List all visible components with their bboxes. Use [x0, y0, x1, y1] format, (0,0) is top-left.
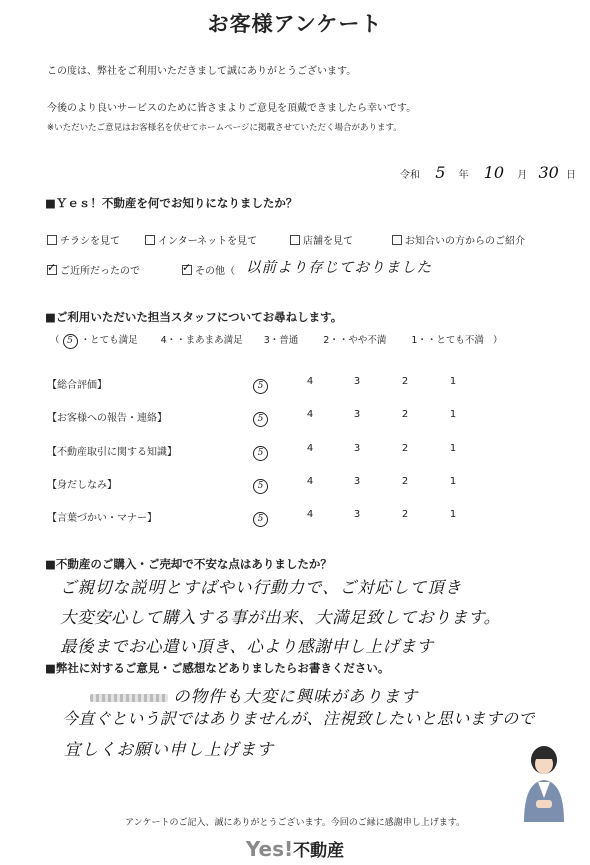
q3-answer-line-1: ご親切な説明とすばやい行動力で、ご対応して頂き [60, 578, 463, 597]
intro-line-2: 今後のより良いサービスのために皆さまよりご意見を頂戴できましたら幸いです。 [47, 103, 417, 114]
rating-manners-1[interactable]: 1 [449, 509, 457, 520]
date-day-unit: 日 [566, 170, 577, 181]
rating-overall-3[interactable]: 3 [353, 376, 361, 387]
date-month: 10 [483, 163, 505, 182]
rating-reporting-2[interactable]: 2 [401, 409, 409, 420]
checkbox[interactable] [290, 235, 300, 245]
q1-option-internet[interactable]: インターネットを見て [145, 232, 257, 247]
footer-thanks: アンケートのご記入、誠にありがとうございます。今回のご縁に感謝申し上げます。 [124, 818, 466, 828]
rating-knowledge-2[interactable]: 2 [401, 443, 409, 454]
intro-line-1: この度は、弊社をご利用いただきまして誠にありがとうございます。 [47, 66, 357, 77]
checkbox-checked[interactable] [182, 265, 192, 275]
rating-reporting-1[interactable]: 1 [449, 409, 457, 420]
q3-answer-line-3: 最後までお心遣い頂き、心より感謝申し上げます [60, 637, 434, 656]
rating-overall-1[interactable]: 1 [449, 376, 457, 387]
rating-appearance-2[interactable]: 2 [401, 476, 409, 487]
company-logo [0, 836, 590, 861]
staff-illustration [518, 742, 570, 824]
q3-heading: ■不動産のご購入・ご売却で不安な点はありましたか？ [45, 557, 332, 571]
checkbox[interactable] [392, 235, 402, 245]
date-year-unit: 年 [458, 170, 469, 181]
rating-knowledge-4[interactable]: 4 [306, 443, 314, 454]
rating-knowledge-3[interactable]: 3 [353, 443, 361, 454]
date-year: 5 [435, 163, 446, 182]
rating-manners-3[interactable]: 3 [353, 509, 361, 520]
q1-option-other[interactable]: ✓ その他（ [182, 262, 235, 277]
rating-overall-4[interactable]: 4 [306, 376, 314, 387]
q1-option-store[interactable]: 店舗を見て [290, 232, 353, 247]
checkbox-checked[interactable] [47, 265, 57, 275]
privacy-note: ※いただいたご意見はお客様名を伏せてホームページに掲載させていただく場合があります。 [47, 123, 402, 133]
rating-appearance-4[interactable]: 4 [306, 476, 314, 487]
q1-option-referral[interactable]: お知合いの方からのご紹介 [392, 232, 525, 247]
rating-label-reporting: 【お客様への報告・連絡】 [47, 413, 167, 424]
rating-label-knowledge: 【不動産取引に関する知識】 [47, 447, 177, 458]
page-title: お客様アンケート [207, 12, 383, 36]
q3-answer-line-2: 大変安心して購入する事が出来、大満足致しております。 [60, 608, 501, 627]
rating-reporting-3[interactable]: 3 [353, 409, 361, 420]
rating-manners-5[interactable]: 5 [253, 506, 268, 527]
staff-figure-icon [518, 742, 570, 824]
q4-answer-line-1: の物件も大変に興味があります [90, 683, 418, 707]
q1-option-neighborhood[interactable]: ✓ご近所だったので [47, 262, 140, 277]
rating-overall-2[interactable]: 2 [401, 376, 409, 387]
date-era: 令和 [400, 170, 420, 181]
rating-appearance-1[interactable]: 1 [449, 476, 457, 487]
q2-heading: ■ご利用いただいた担当スタッフについてお尋ねします。 [45, 310, 343, 324]
q4-answer-line-3: 宜しくお願い申し上げます [64, 740, 274, 759]
rating-label-appearance: 【身だしなみ】 [47, 480, 117, 491]
redacted-property-name [90, 694, 168, 702]
q2-scale-legend: （ 5 ・とても満足 4・・まあまあ満足 3・普通 2・・やや不満 1・・とても不満 ） [50, 332, 502, 349]
logo-fudosan: 不動産 [293, 841, 345, 861]
checkbox[interactable] [145, 235, 155, 245]
scale-five-circled: 5 [63, 334, 78, 349]
rating-manners-4[interactable]: 4 [306, 509, 314, 520]
date-field [400, 163, 576, 182]
date-month-unit: 月 [517, 170, 528, 181]
q1-option-flyer[interactable]: チラシを見て [47, 232, 120, 247]
rating-appearance-5[interactable]: 5 [253, 473, 268, 494]
q1-heading: ■Ｙｅｓ！不動産を何でお知りになりましたか？ [45, 196, 298, 210]
rating-label-manners: 【言葉づかい・マナー】 [47, 513, 157, 524]
rating-manners-2[interactable]: 2 [401, 509, 409, 520]
q1-other-answer: 以前より存じておりました [246, 260, 432, 276]
rating-label-overall: 【総合評価】 [47, 380, 107, 391]
rating-knowledge-1[interactable]: 1 [449, 443, 457, 454]
rating-reporting-4[interactable]: 4 [306, 409, 314, 420]
rating-knowledge-5[interactable]: 5 [253, 440, 268, 461]
rating-appearance-3[interactable]: 3 [353, 476, 361, 487]
q4-answer-line-2: 今直ぐという訳ではありませんが、注視致したいと思いますので [62, 709, 535, 728]
rating-overall-5[interactable]: 5 [253, 373, 268, 394]
rating-reporting-5[interactable]: 5 [253, 406, 268, 427]
date-day: 30 [538, 163, 559, 182]
logo-yes: Yes! [245, 837, 294, 861]
q4-heading: ■弊社に対するご意見・ご感想などありましたらお書きください。 [45, 661, 390, 675]
checkbox[interactable] [47, 235, 57, 245]
